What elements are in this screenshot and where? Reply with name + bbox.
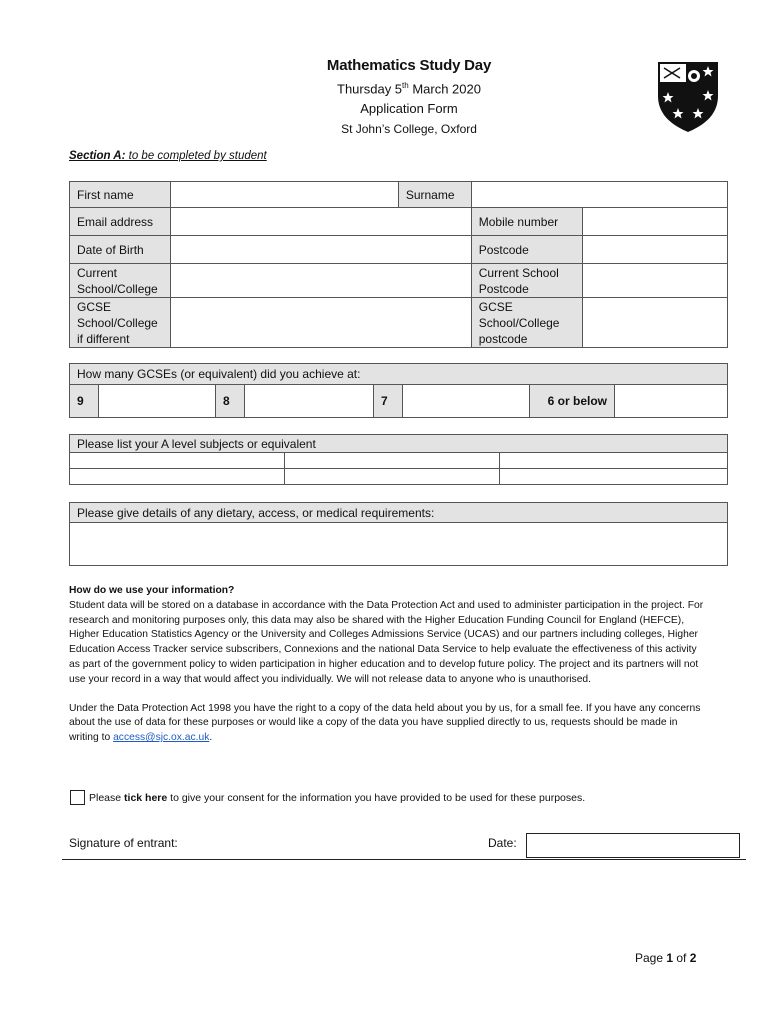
college-crest-icon [656,60,720,134]
gcse-school-postcode-label: GCSE School/College postcode [471,298,582,348]
form-name: Application Form [360,101,458,117]
alevel-subject-field[interactable] [70,469,285,485]
date-label: Date: [488,836,517,850]
section-a-heading: Section A: to be completed by student [69,150,267,162]
grade-8-field[interactable] [245,385,374,418]
postcode-label: Postcode [471,236,582,264]
dob-field[interactable] [170,236,471,264]
requirements-table [69,502,728,566]
alevel-subject-field[interactable] [500,453,728,469]
surname-label: Surname [398,182,471,208]
consent-checkbox[interactable] [70,790,85,805]
grade-6-below-label: 6 or below [530,385,615,418]
info-paragraph-2: Under the Data Protection Act 1998 you have the right to a copy of the data held about you by us, for a small fee. If you have any concerns about the use of data for these purposes or would like a copy of the data you have supplied directly to us, requests should be made in writing to access@sjc.ox.ac.uk. [69,702,701,744]
college-name: St John’s College, Oxford [341,122,477,137]
current-school-label: Current School/College [70,264,171,298]
grade-7-label: 7 [374,385,403,418]
gcse-question: How many GCSEs (or equivalent) did you achieve at: [70,364,728,385]
gcse-grades-table [69,363,728,418]
gcse-school-label: GCSE School/College if different [70,298,171,348]
dob-label: Date of Birth [70,236,171,264]
grade-8-label: 8 [216,385,245,418]
date-field[interactable] [526,833,740,858]
info-paragraph-1: Student data will be stored on a database in accordance with the Data Protection Act and used to administer participation in the project. For research and monitoring purposes only, this data may also be shared with the Higher Education Funding Council for England (HEFCE), Higher Education Statistics Agency or the University and Colleges Admissions Service (UCAS) and our partners including colleges, Higher Education Access Tracker service subscribers, Connexions and the national Data Service to help evaluate the effectiveness of this activity as part of the government policy to widen participation in higher education and to develop future policy. The project and its partners will not use your record in a way that would affect you individually. We will not release data to anyone who is unauthorised. [69,599,704,685]
surname-field[interactable] [471,182,727,208]
alevel-question: Please list your A level subjects or equivalent [70,435,728,453]
requirements-question: Please give details of any dietary, access, or medical requirements: [70,503,728,523]
current-school-field[interactable] [170,264,471,298]
requirements-field[interactable] [70,523,728,566]
form-header [0,56,770,139]
event-date: Thursday 5th March 2020 [337,81,481,97]
consent-row [70,790,585,805]
gcse-school-postcode-field[interactable] [582,298,727,348]
email-field[interactable] [170,208,471,236]
signature-line [62,859,746,860]
info-heading: How do we use your information? [69,585,235,596]
page-number: Page 1 of 2 [635,951,697,965]
signature-label: Signature of entrant: [69,836,178,850]
page-title: Mathematics Study Day [326,57,492,74]
email-label: Email address [70,208,171,236]
current-school-postcode-field[interactable] [582,264,727,298]
grade-9-label: 9 [70,385,99,418]
access-email-link[interactable]: access@sjc.ox.ac.uk [113,732,210,744]
mobile-label: Mobile number [471,208,582,236]
alevel-subject-field[interactable] [70,453,285,469]
first-name-field[interactable] [170,182,398,208]
student-details-table [69,181,728,348]
first-name-label: First name [70,182,171,208]
current-school-postcode-label: Current School Postcode [471,264,582,298]
grade-9-field[interactable] [99,385,216,418]
grade-7-field[interactable] [403,385,530,418]
postcode-field[interactable] [582,236,727,264]
gcse-school-field[interactable] [170,298,471,348]
grade-6-below-field[interactable] [615,385,728,418]
data-protection-info [69,584,709,746]
alevel-subject-field[interactable] [285,453,500,469]
mobile-field[interactable] [582,208,727,236]
alevel-table [69,434,728,485]
alevel-subject-field[interactable] [285,469,500,485]
alevel-subject-field[interactable] [500,469,728,485]
consent-text: Please tick here to give your consent for the information you have provided to be used for these purposes. [89,791,586,804]
